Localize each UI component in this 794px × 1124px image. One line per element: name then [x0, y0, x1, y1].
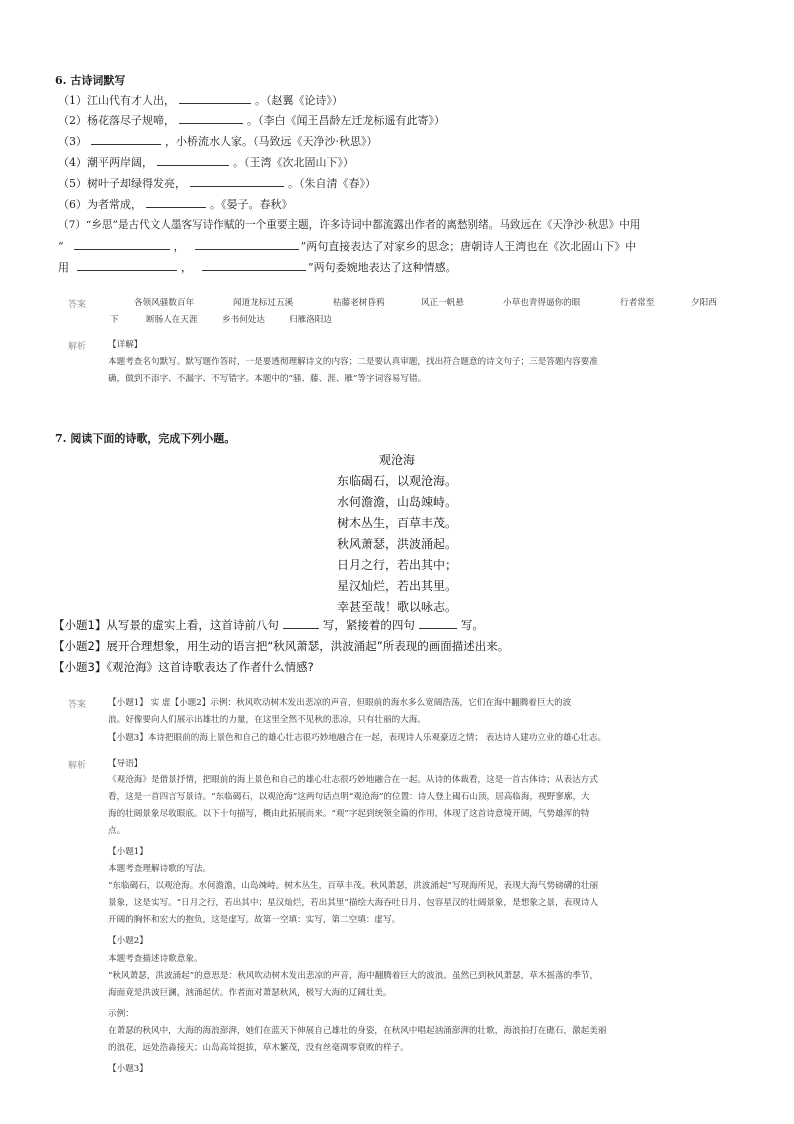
explanation-line: 本题考查理解诗歌的写法。	[108, 864, 212, 874]
explanation-line: 开阔的胸怀和宏大的抱负，这是虚写。故第一空填：实写，第二空填：虚写。	[108, 915, 401, 925]
q6-answer-item: 各领风骚数百年	[134, 298, 195, 308]
answer-blank[interactable]	[283, 617, 319, 629]
q6-answer-item: 下	[110, 315, 119, 325]
q6-l9-suffix: ”两句委婉地表达了这种情感。	[308, 261, 457, 274]
answer-blank[interactable]	[202, 259, 306, 271]
explanation-line: 本题考查描述诗歌意象。	[108, 954, 203, 964]
answer-blank[interactable]	[91, 133, 161, 145]
sub-q1-text-2: 写，紧接着的四句	[322, 618, 415, 632]
poem-line: 东临碣石，以观沧海。	[336, 474, 457, 488]
q6-answer-item: 风正一帆悬	[421, 298, 464, 308]
explanation-line: 海面竟是洪波巨澜，汹涌起伏。作者面对萧瑟秋风，极写大海的辽阔壮美。	[108, 988, 392, 998]
q6-l8-suffix: ”两句直接表达了对家乡的思念；唐朝诗人王湾也在《次北固山下》中	[300, 240, 637, 253]
q6-answer-item: 归雁洛阳边	[289, 315, 332, 325]
q6-l4-prefix: （4）潮平两岸阔，	[58, 156, 153, 169]
q6-line-8	[58, 238, 636, 255]
explanation-line: “东临碣石，以观沧海。水何澹澹，山岛竦峙。树木丛生，百草丰茂。秋风萧瑟，洪波涌起”写现海所见，表现大海气势磅礴的壮丽	[108, 881, 599, 891]
sub-question-3: 【小题3】《观沧海》这首诗歌表达了作者什么情感?	[53, 660, 314, 674]
q6-answer-item: 小草也青得逼你的眼	[503, 298, 581, 308]
explanation-line: 景象，这是实写。“日月之行，若出其中；星汉灿烂，若出其里”描绘大海吞吐日月、包容星汉的壮阔景象，是想象之景，表现诗人	[108, 898, 599, 908]
q6-answer-item: 枯藤老树昏鸦	[333, 298, 385, 308]
q6-l1-prefix: （1）江山代有才人出，	[58, 94, 175, 107]
q6-l6-suffix: 。《晏子。春秋》	[210, 198, 293, 211]
explanation-line: 【小题2】	[108, 936, 148, 946]
q6-line-3	[58, 133, 378, 150]
q6-answer-item: 断肠人在天涯	[146, 315, 198, 325]
explanation-line: “秋风萧瑟，洪波涌起”的意思是：秋风吹动树木发出悲凉的声音，海中翻腾着巨大的波浪。虽然已到秋风萧瑟，草木摇落的季节，	[108, 971, 599, 981]
poem-line: 日月之行，若出其中；	[336, 558, 457, 572]
q6-l4-suffix: 。（王湾《次北固山下》）	[233, 156, 354, 169]
q6-l5-prefix: （5）树叶子却绿得发亮，	[58, 177, 186, 190]
q6-answer-item: 行者常至	[620, 298, 655, 308]
explanation-heading: 【详解】	[108, 340, 143, 350]
quote-open: “	[58, 240, 64, 253]
explanation-line: 《观沧海》是借景抒情，把眼前的海上景色和自己的雄心壮志很巧妙地融合在一起。从诗的体裁看，这是一首古体诗；从表达方式	[108, 775, 598, 785]
answer-blank[interactable]	[195, 238, 299, 250]
answer-blank[interactable]	[157, 154, 229, 166]
explanation-text: 确，做到不添字、不漏字、不写错字。本题中的“骚、藤、涯、雁”等字词容易写错。	[108, 374, 427, 384]
question-6-title: 6. 古诗词默写	[55, 74, 126, 87]
q6-l3-suffix: ，小桥流水人家。（马致远《天净沙·秋思》）	[165, 135, 378, 148]
poem-line: 树木丛生，百草丰茂。	[336, 516, 457, 530]
q6-line-6	[58, 196, 293, 213]
explanation-line: 示例：	[108, 1009, 134, 1019]
explanation-line: 看，这是一首四言写景诗。“东临碣石，以观沧海”这两句话点明“观沧海”的位置：诗人登上碣石山顶，居高临海，视野寥廓，大	[108, 792, 590, 802]
explanation-label: 解析	[68, 761, 87, 771]
poem-line: 星汉灿烂，若出其里。	[336, 579, 457, 593]
answer-text: 浪。好像要向人们展示出雄壮的力量，在这里全然不见秋的悲凉，只有壮丽的大海。	[108, 715, 426, 725]
q6-l3-prefix: （3）	[58, 135, 87, 148]
explanation-text: 本题考查名句默写。默写题作答时，一是要透彻理解诗文的内容；二是要认真审题，找出符合题意的诗文句子；三是答题内容要准	[108, 357, 598, 367]
q6-line-1	[58, 92, 343, 109]
answer-blank[interactable]	[77, 259, 177, 271]
q6-line-2	[58, 112, 445, 129]
q6-l2-prefix: （2）杨花落尽子规啼，	[58, 114, 175, 127]
q6-answer-item: 闻道龙标过五溪	[233, 298, 294, 308]
answer-blank[interactable]	[419, 617, 457, 629]
explanation-line: 【小题1】	[108, 847, 148, 857]
q6-l8-comma: ，	[173, 240, 185, 253]
q6-line-5	[58, 175, 376, 192]
q6-line-4	[58, 154, 354, 171]
sub-q1-text-3: 写。	[460, 618, 484, 632]
q6-l5-suffix: 。（朱自清《春》）	[288, 177, 376, 190]
answer-text: 【小题3】本诗把眼前的海上景色和自己的雄心壮志很巧妙地融合在一起，表现诗人乐观豪迈之情； 表达诗人建功立业的雄心壮志。	[108, 733, 607, 743]
explanation-line: 在萧瑟的秋风中，大海的海浪澎湃，她们在蓝天下伸展自己雄壮的身姿，在秋风中唱起汹涌澎湃的壮歌，海浪拍打在礁石，激起美丽	[108, 1026, 607, 1036]
explanation-line: 点。	[108, 826, 126, 836]
explanation-line: 海的壮阔景象尽收眼底。以下十句描写，概由此拓展而来。“观”字起到统领全篇的作用，体现了这首诗意境开阔，气势雄浑的特	[108, 809, 590, 819]
poem-line: 幸甚至哉！歌以咏志。	[336, 600, 457, 614]
sub-q1-text: 【小题1】从写景的虚实上看，这首诗前八句	[53, 618, 279, 632]
poem-line: 水何澹澹，山岛竦峙。	[336, 495, 457, 509]
answer-blank[interactable]	[179, 112, 243, 124]
q6-l1-suffix: 。（赵翼《论诗》）	[255, 94, 343, 107]
explanation-label: 解析	[68, 342, 87, 352]
q6-l9-comma: ，	[181, 261, 192, 274]
explanation-line: 的浪花，远处浩淼接天；山岛高耸挺拔，草木繁茂，没有丝毫凋零衰败的样子。	[108, 1043, 409, 1053]
answer-blank[interactable]	[179, 92, 251, 104]
answer-blank[interactable]	[190, 175, 284, 187]
explanation-line: 【导语】	[108, 759, 143, 769]
explanation-line: 【小题3】	[108, 1064, 148, 1074]
answer-blank[interactable]	[146, 196, 206, 208]
sub-question-1	[53, 617, 484, 633]
poem-title: 观沧海	[378, 453, 415, 467]
q6-line-9	[58, 259, 457, 276]
answer-text: 【小题1】 实 虚【小题2】示例：秋风吹动树木发出悲凉的声音，但眼前的海水多么宽阔浩荡，它们在海中翻腾着巨大的波	[108, 698, 572, 708]
answer-label: 答案	[68, 300, 87, 310]
q6-answer-item: 乡书何处达	[222, 315, 265, 325]
q6-line-7: （7）“乡思”是古代文人墨客写诗作赋的一个重要主题，许多诗词中都流露出作者的离愁别绪。马致远在《天净沙·秋思》中用	[58, 219, 641, 231]
poem-line: 秋风萧瑟，洪波涌起。	[336, 537, 457, 551]
answer-label: 答案	[68, 700, 87, 710]
sub-question-2: 【小题2】展开合理想象，用生动的语言把“秋风萧瑟，洪波涌起”所表现的画面描述出来。	[53, 639, 510, 653]
answer-blank[interactable]	[74, 238, 170, 250]
q6-l2-suffix: 。（李白《闻王昌龄左迁龙标遥有此寄》）	[247, 114, 445, 127]
q6-answer-item: 夕阳西	[691, 298, 717, 308]
q6-l9-prefix: 用	[58, 261, 69, 274]
question-7-title: 7. 阅读下面的诗歌，完成下列小题。	[55, 432, 236, 445]
q6-l6-prefix: （6）为者常成，	[58, 198, 142, 211]
